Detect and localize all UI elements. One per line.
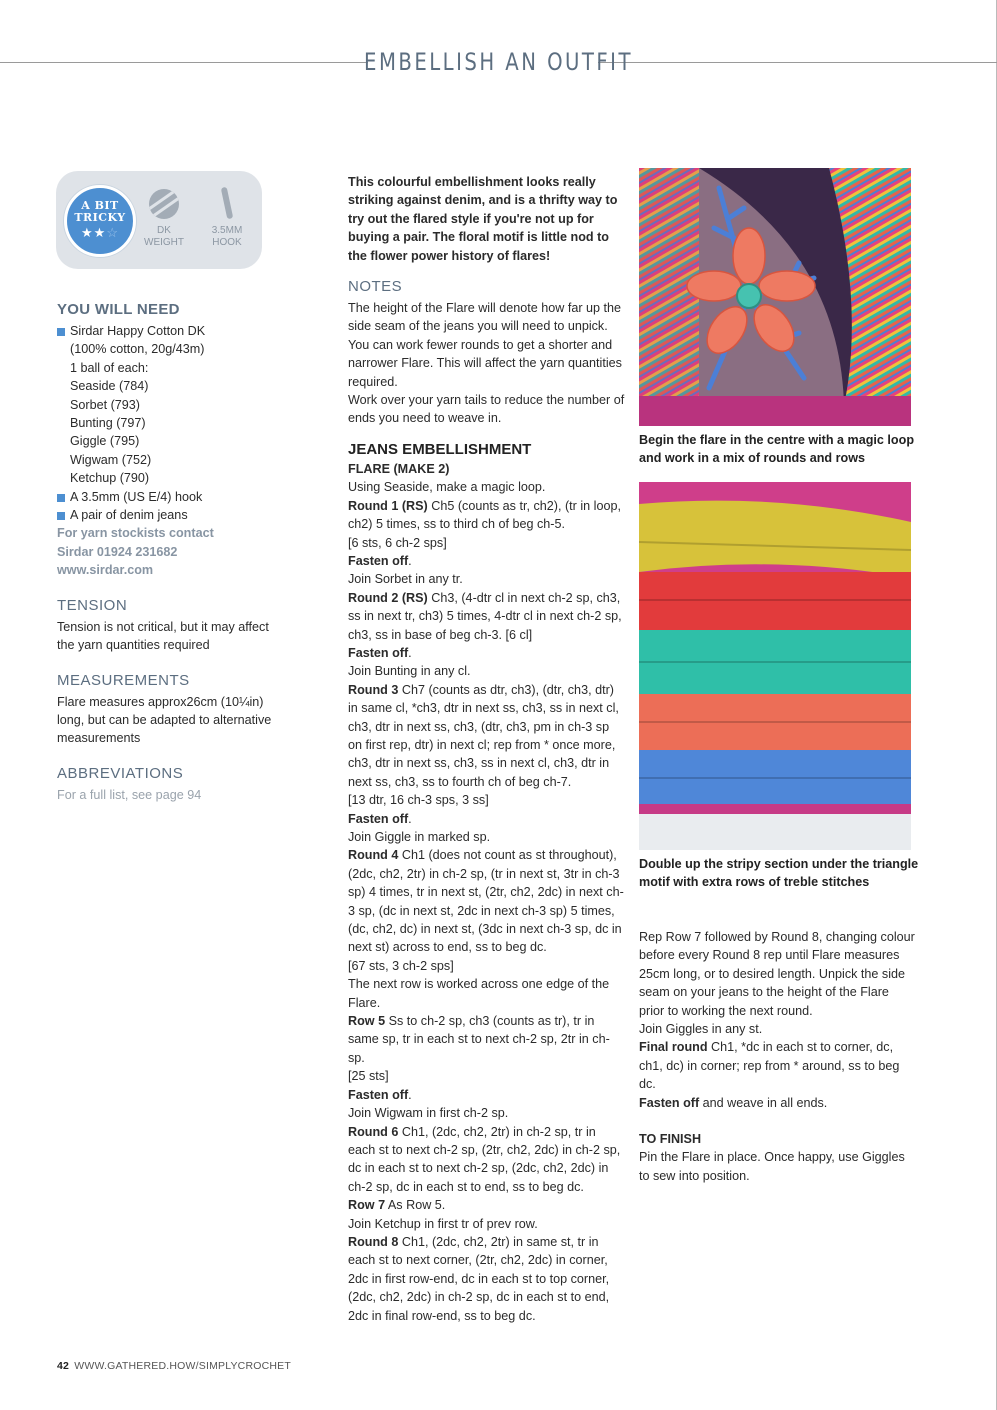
- abbreviations-heading: ABBREVIATIONS: [57, 764, 184, 782]
- tension-text: Tension is not critical, but it may affect the yarn quantities required: [57, 619, 269, 653]
- round-text: Ch1, (2dc, ch2, 2tr) in ch-2 sp, tr in each st to next ch-2 sp, (2tr, ch2, 2dc) in ch-2 sp, dc in each st to next ch-2 sp, (2dc, ch2, 2dc) in ch-2 sp, dc in each st to end, ss to beg dc.: [348, 1124, 621, 1194]
- difficulty-badge: [56, 171, 262, 269]
- round-text: Ch1, (2dc, ch2, 2tr) in same st, tr in each st to next corner, (2tr, ch2, 2dc) in corner, 2dc in first row-end, dc in each st to top corner, (2dc, ch2, 2dc) in ch-2 sp, dc in each st to end, 2dc in final row-end, ss to beg dc.: [348, 1234, 610, 1323]
- repeat-instruction: Rep Row 7 followed by Round 8, changing colour before every Round 8 rep until Flare measures 25cm long, or to desired length. Unpick the side seam on your jeans to the height of the Flare prior to working the next round.: [639, 930, 915, 1018]
- fasten-label: Fasten off: [348, 553, 409, 568]
- pattern-step: Join Ketchup in first tr of prev row.: [348, 1216, 538, 1231]
- hook-size-info: [201, 185, 253, 249]
- pattern-round: [348, 497, 626, 534]
- pattern-step: Using Seaside, make a magic loop.: [348, 480, 546, 495]
- fasten-off: Fasten off.: [348, 553, 412, 568]
- yarn-colour: Ketchup (790): [70, 471, 150, 486]
- photo-caption-2: Double up the stripy section under the triangle motif with extra rows of treble stitches: [639, 857, 919, 890]
- yarn-colour: Giggle (795): [70, 434, 140, 449]
- measurements-heading: MEASUREMENTS: [57, 671, 190, 689]
- difficulty-line1: A BIT: [81, 199, 119, 212]
- measurements-text: Flare measures approx26cm (10¼in) long, but can be adapted to alternative measurements: [57, 694, 272, 746]
- stripe-illustration: [639, 482, 911, 850]
- pattern-step: Join Giggle in marked sp.: [348, 830, 491, 844]
- round-text: As Row 5.: [385, 1198, 446, 1213]
- jeans-bullet: A pair of denim jeans: [57, 506, 282, 524]
- yarn-bullet: Sirdar Happy Cotton DK: [57, 322, 282, 340]
- fasten-off: Fasten off.: [348, 1087, 412, 1102]
- fasten-off-final: [639, 1094, 915, 1112]
- pattern-step: Join Wigwam in first ch-2 sp.: [348, 1106, 509, 1121]
- stockist-line: For yarn stockists contact: [57, 526, 214, 541]
- pattern-round: [348, 1012, 626, 1067]
- pattern-step: The next row is worked across one edge of the Flare.: [348, 977, 610, 1010]
- star-empty-icon: ☆: [106, 225, 119, 240]
- yarn-colour: Wigwam (752): [70, 452, 152, 467]
- round-text: Ss to ch-2 sp, ch3 (counts as tr), tr in same sp, tr in each st to next ch-2 sp, 2tr in ch-sp.: [348, 1014, 610, 1065]
- pattern-heading: JEANS EMBELLISHMENT: [348, 440, 532, 458]
- to-finish-heading: TO FINISH: [639, 1132, 702, 1147]
- round-label: Row 7: [348, 1198, 386, 1213]
- fasten-label: Fasten off: [639, 1095, 700, 1110]
- hook-label-1: 3.5MM: [211, 225, 243, 236]
- round-label: Round 4: [348, 848, 399, 863]
- flower-motif-photo: [639, 168, 911, 426]
- pattern-step: Join Bunting in any cl.: [348, 664, 471, 679]
- pattern-round: [348, 589, 626, 644]
- difficulty-line2: TRICKY: [74, 211, 126, 224]
- pattern-column: [348, 173, 626, 1325]
- page-number: 42: [57, 1360, 70, 1372]
- round-text: Ch5 (counts as tr, ch2), (tr in loop, ch2) 5 times, ss to third ch of beg ch-5.: [348, 498, 621, 532]
- weight-label-1: DK: [157, 225, 171, 236]
- stitch-count: [13 dtr, 16 ch-3 sps, 3 ss]: [348, 793, 489, 808]
- yarn-detail: (100% cotton, 20g/43m): [70, 342, 205, 357]
- notes-heading: NOTES: [348, 278, 403, 296]
- continued-column: [639, 928, 915, 1185]
- stitch-count: [25 sts]: [348, 1069, 389, 1084]
- intro-text: This colourful embellishment looks really striking against denim, and is a thrifty way to try out the flared style if you're not up for buying a pair. The floral motif is little nod to the flower power history of flares!: [348, 175, 618, 263]
- photo-caption-1: Begin the flare in the centre with a magic loop and work in a mix of rounds and rows: [639, 433, 915, 466]
- pattern-round: [348, 1123, 626, 1197]
- fasten-label: Fasten off: [348, 645, 409, 660]
- fasten-text: and weave in all ends.: [699, 1095, 828, 1110]
- pattern-round: [348, 1233, 626, 1325]
- to-finish-text: Pin the Flare in place. Once happy, use Giggles to sew into position.: [639, 1150, 905, 1183]
- flower-motif-illustration: [639, 168, 911, 426]
- stripe-section-photo: [639, 482, 911, 850]
- hook-bullet: A 3.5mm (US E/4) hook: [57, 488, 282, 506]
- stockist-phone: Sirdar 01924 231682: [57, 544, 178, 559]
- fasten-off: Fasten off.: [348, 645, 412, 660]
- final-round: [639, 1038, 915, 1093]
- weight-label-2: WEIGHT: [144, 237, 184, 248]
- yarn-colour: Bunting (797): [70, 416, 146, 431]
- round-text: Ch1 (does not count as st throughout), (2dc, ch2, 2tr) in ch-2 sp, (tr in next st, 3tr in ch-3 sp) 4 times, tr in next st, (2tr, ch2, 2dc) in next ch-3 sp, (dc in next st, 2dc in next ch-3 sp) 5 times, (dc, ch2, dc) in next st, (3dc in next ch-3 sp, dc in next st) across to end, ss to beg dc.: [348, 848, 624, 955]
- fasten-label: Fasten off: [348, 811, 409, 826]
- fasten-label: Fasten off: [348, 1087, 409, 1102]
- stockist-website[interactable]: www.sirdar.com: [57, 563, 154, 578]
- round-label: Round 3: [348, 682, 399, 697]
- difficulty-circle: [64, 185, 136, 257]
- you-will-need-heading: YOU WILL NEED: [57, 301, 180, 318]
- round-label: Round 8: [348, 1234, 399, 1249]
- round-text: Ch3, (4-dtr cl in next ch-2 sp, ch3, ss in next tr, ch3) 5 times, 4-dtr cl in next ch-2 sp, ch3, ss in base of beg ch-3. [6 cl]: [348, 590, 622, 642]
- crochet-hook-icon: [221, 187, 234, 220]
- stitch-count: [6 sts, 6 ch-2 sps]: [348, 535, 447, 550]
- yarn-colour: Sorbet (793): [70, 397, 141, 412]
- pattern-step: Join Giggles in any st.: [639, 1022, 763, 1037]
- pattern-subheading: FLARE (MAKE 2): [348, 461, 450, 476]
- pattern-round: [348, 681, 626, 791]
- page-section-title: EMBELLISH AN OUTFIT: [364, 48, 633, 76]
- round-label: Final round: [639, 1040, 708, 1055]
- abbreviations-text: For a full list, see page 94: [57, 787, 202, 802]
- difficulty-stars: [81, 225, 119, 240]
- star-filled-icon: ★★: [81, 225, 107, 240]
- round-label: Row 5: [348, 1014, 386, 1029]
- hook-label-2: HOOK: [212, 237, 242, 248]
- page-footer: [57, 1360, 291, 1372]
- pattern-round: [348, 846, 626, 956]
- round-label: Round 2 (RS): [348, 590, 428, 605]
- stitch-count: [67 sts, 3 ch-2 sps]: [348, 958, 454, 973]
- footer-url[interactable]: WWW.GATHERED.HOW/SIMPLYCROCHET: [74, 1360, 291, 1372]
- round-text: Ch7 (counts as dtr, ch3), (dtr, ch3, dtr) in same cl, *ch3, dtr in next ss, ch3, ss in next cl, ch3, dtr in next ss, ch3, (dtr, ch3, pm in ch-3 sp on first rep, dtr) in next cl; rep from * once more, ch3, dtr in next ss, ch3, ss in next cl, ch3, dtr in next ss, ch3, ss to fourth ch of beg ch-7.: [348, 682, 619, 789]
- round-text: Ch1, *dc in each st to corner, dc, ch1, dc) in corner; rep from * around, ss to beg dc.: [639, 1040, 900, 1092]
- round-label: Round 6: [348, 1124, 399, 1139]
- round-label: Round 1 (RS): [348, 498, 428, 513]
- yarn-weight-info: [138, 185, 190, 249]
- yarn-detail: 1 ball of each:: [70, 360, 149, 375]
- materials-column: [57, 300, 282, 804]
- yarn-colour: Seaside (784): [70, 379, 149, 394]
- fasten-off: Fasten off.: [348, 811, 412, 826]
- notes-paragraph: The height of the Flare will denote how far up the side seam of the jeans you will need to unpick. You can work fewer rounds to get a shorter and narrower Flare. This will affect the yarn quantities required.: [348, 301, 622, 389]
- pattern-step: Join Sorbet in any tr.: [348, 572, 463, 587]
- notes-paragraph: Work over your yarn tails to reduce the number of ends you need to weave in.: [348, 393, 625, 426]
- yarn-ball-icon: [149, 189, 179, 219]
- pattern-round: [348, 1196, 626, 1214]
- tension-heading: TENSION: [57, 596, 128, 614]
